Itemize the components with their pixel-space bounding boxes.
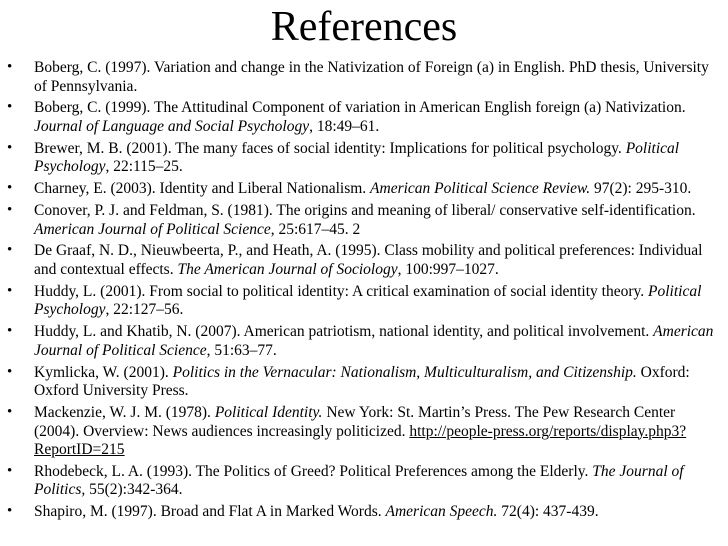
reference-source: American Journal of Political Science bbox=[34, 220, 271, 238]
reference-text: Boberg, C. (1999). The Attitudinal Component of variation in American English foreign (a) Nativization. bbox=[34, 99, 686, 117]
reference-source: Politics in the Vernacular: Nationalism, Multiculturalism, and Citizenship. bbox=[172, 363, 637, 381]
reference-link[interactable]: http://people-press.org/reports/display.php3?ReportID=215 bbox=[34, 422, 687, 459]
bullet-icon: • bbox=[7, 59, 13, 75]
bullet-icon: • bbox=[7, 99, 13, 116]
bullet-icon: • bbox=[7, 503, 13, 520]
reference-details: Oxford: Oxford University Press. bbox=[34, 363, 690, 400]
page-title: References bbox=[270, 4, 458, 50]
reference-list bbox=[0, 59, 728, 525]
bullet-icon: • bbox=[7, 242, 13, 259]
reference-source: Political Identity. bbox=[214, 404, 323, 422]
bullet-icon: • bbox=[7, 363, 13, 380]
reference-source: American Journal of Political Science bbox=[34, 323, 714, 359]
reference-text: Huddy, L. and Khatib, N. (2007). American patriotism, national identity, and political involvement. bbox=[34, 323, 654, 341]
list-item bbox=[0, 140, 728, 177]
reference-text: Conover, P. J. and Feldman, S. (1981). The origins and meaning of liberal/ conservative self-identification. bbox=[34, 202, 696, 220]
list-item bbox=[0, 283, 728, 320]
list-item bbox=[0, 202, 728, 239]
list-item bbox=[0, 59, 728, 96]
list-item bbox=[0, 323, 728, 360]
reference-text: Kymlicka, W. (2001). bbox=[34, 363, 173, 381]
list-item bbox=[0, 180, 728, 199]
reference-details: , 25:617–45. 2 bbox=[270, 220, 361, 238]
list-item bbox=[0, 99, 728, 136]
reference-details: New York: St. Martin’s Press. The Pew Research Center (2004). Overview: News audiences increasingly politicized. bbox=[34, 404, 676, 440]
list-item bbox=[0, 364, 728, 401]
bullet-icon: • bbox=[7, 404, 13, 421]
reference-source: The American Journal of Sociology bbox=[177, 260, 398, 278]
reference-source: Journal of Language and Social Psychology bbox=[34, 117, 310, 135]
reference-details: , 100:997–1027. bbox=[397, 260, 499, 278]
reference-source: Political Psychology bbox=[34, 282, 702, 319]
reference-text: Mackenzie, W. J. M. (1978). bbox=[34, 404, 215, 422]
list-item bbox=[0, 242, 728, 279]
reference-text: De Graaf, N. D., Nieuwbeerta, P., and Heath, A. (1995). Class mobility and political preferences: Individual and contextual effects. bbox=[34, 242, 703, 278]
bullet-icon: • bbox=[7, 139, 13, 156]
reference-details: , 22:115–25. bbox=[105, 158, 183, 176]
bullet-icon: • bbox=[7, 462, 13, 479]
reference-source: The Journal of Politics, bbox=[34, 462, 684, 499]
reference-text: Huddy, L. (2001). From social to political identity: A critical examination of social identity theory. bbox=[34, 282, 648, 300]
reference-source: American Political Science Review. bbox=[370, 180, 591, 198]
reference-source: Political Psychology bbox=[34, 139, 680, 176]
reference-details: , 18:49–61. bbox=[309, 117, 380, 135]
list-item bbox=[0, 404, 728, 460]
list-item bbox=[0, 463, 728, 500]
bullet-icon: • bbox=[7, 323, 13, 340]
reference-text: Rhodebeck, L. A. (1993). The Politics of Greed? Political Preferences among the Elderly. bbox=[34, 462, 593, 480]
bullet-icon: • bbox=[7, 180, 13, 197]
reference-details: 72(4): 437-439. bbox=[497, 503, 599, 521]
reference-details: , 51:63–77. bbox=[206, 341, 277, 359]
reference-text: Boberg, C. (1997). Variation and change in the Nativization of Foreign (a) in English. PhD thesis, University of Pennsylvania. bbox=[34, 59, 709, 95]
bullet-icon: • bbox=[7, 202, 13, 219]
reference-details: 97(2): 295-310. bbox=[590, 180, 692, 198]
list-item bbox=[0, 503, 728, 522]
bullet-icon: • bbox=[7, 282, 13, 299]
reference-details: 55(2):342-364. bbox=[85, 481, 183, 499]
reference-text: Brewer, M. B. (2001). The many faces of social identity: Implications for political psychology. bbox=[34, 139, 626, 157]
reference-source: American Speech. bbox=[385, 503, 498, 521]
reference-text: Charney, E. (2003). Identity and Liberal Nationalism. bbox=[34, 180, 371, 198]
reference-details: , 22:127–56. bbox=[105, 301, 184, 319]
reference-text: Shapiro, M. (1997). Broad and Flat A in Marked Words. bbox=[34, 503, 386, 521]
